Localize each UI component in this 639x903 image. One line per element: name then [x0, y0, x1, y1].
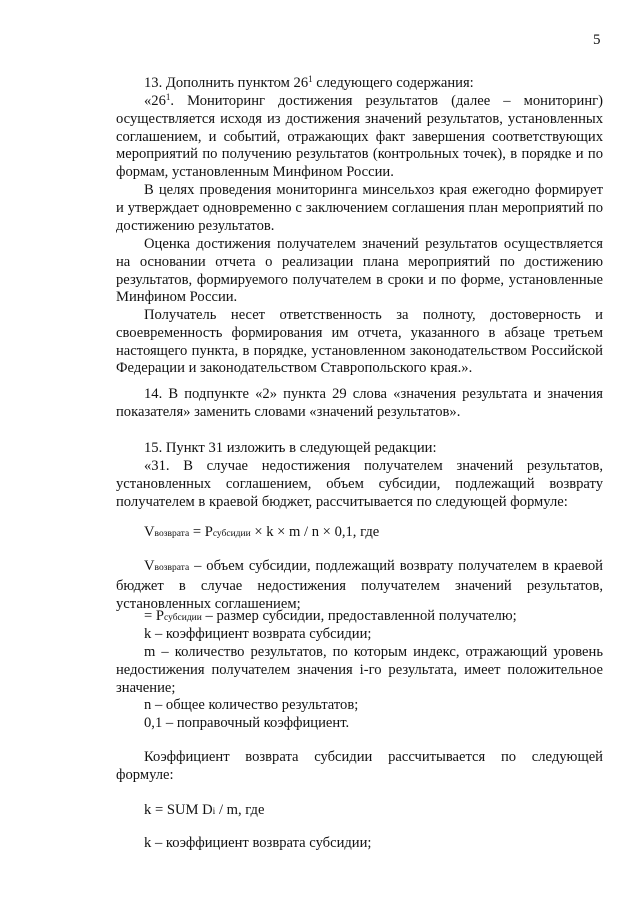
coefficient-intro: Коэффициент возврата субсидии рассчитывается по следующей формуле: — [116, 749, 603, 783]
definition-p: = Pсубсидии – размер субсидии, предоставленной получателю; — [144, 608, 517, 624]
item-13-paragraph-1: «$26^1$. Мониторинг достижения результатов (далее – мониторинг) осуществляется исходя из достижения значений результатов, установленных соглашением, и событий, отражающих факт завершения соответствующих мероприятий по получению результатов (контрольных точек), в порядке и по формам, установленным Минфином России. — [116, 92, 603, 181]
item-13-intro: 13. Дополнить пунктом $26^1$ следующего содержания: — [144, 74, 474, 91]
definition-v: Vвозврата – объем субсидии, подлежащий возврату получателем в краевой бюджет в случае недостижения получателем значений результатов, установленных соглашением; — [116, 558, 603, 612]
item-13-paragraph-3: Оценка достижения получателем значений результатов осуществляется на основании отчета о реализации плана мероприятий по достижению результатов, формируемого получателем в сроки и по форме, установленные Минфином России. — [116, 236, 603, 306]
definition-k: k – коэффициент возврата субсидии; — [144, 626, 372, 642]
item-14: 14. В подпункте «2» пункта 29 слова «значения результата и значения показателя» заменить словами «значений результатов». — [116, 386, 603, 420]
formula-volume: Vвозврата = Pсубсидии × k × m / n × 0,1, где — [144, 524, 380, 540]
definition-m: m – количество результатов, по которым индекс, отражающий уровень недостижения получателем значения i-го результата, имеет положительное значение; — [116, 644, 603, 696]
definition-n: n – общее количество результатов; — [144, 697, 359, 713]
item-13-paragraph-2: В целях проведения мониторинга минсельхоз края ежегодно формирует и утверждает одновременно с заключением соглашения план мероприятий по достижению результатов. — [116, 182, 603, 234]
page-number: 5 — [593, 32, 601, 48]
item-15-paragraph-1: «31. В случае недостижения получателем значений результатов, установленных соглашением, объем субсидии, подлежащий возврату получателем в краевой бюджет, рассчитывается по следующей формуле: — [116, 458, 603, 510]
item-13-paragraph-4: Получатель несет ответственность за полноту, достоверность и своевременность формирования им отчета, указанного в абзаце третьем настоящего пункта, в порядке, установленном законодательством Российской Федерации и законодательством Ставропольского края.». — [116, 307, 603, 377]
item-15-intro: 15. Пункт 31 изложить в следующей редакции: — [144, 440, 437, 456]
formula-coefficient: k = SUM Di / m, где — [144, 802, 265, 818]
definition-k-2: k – коэффициент возврата субсидии; — [144, 835, 372, 851]
definition-correction: 0,1 – поправочный коэффициент. — [144, 715, 350, 731]
